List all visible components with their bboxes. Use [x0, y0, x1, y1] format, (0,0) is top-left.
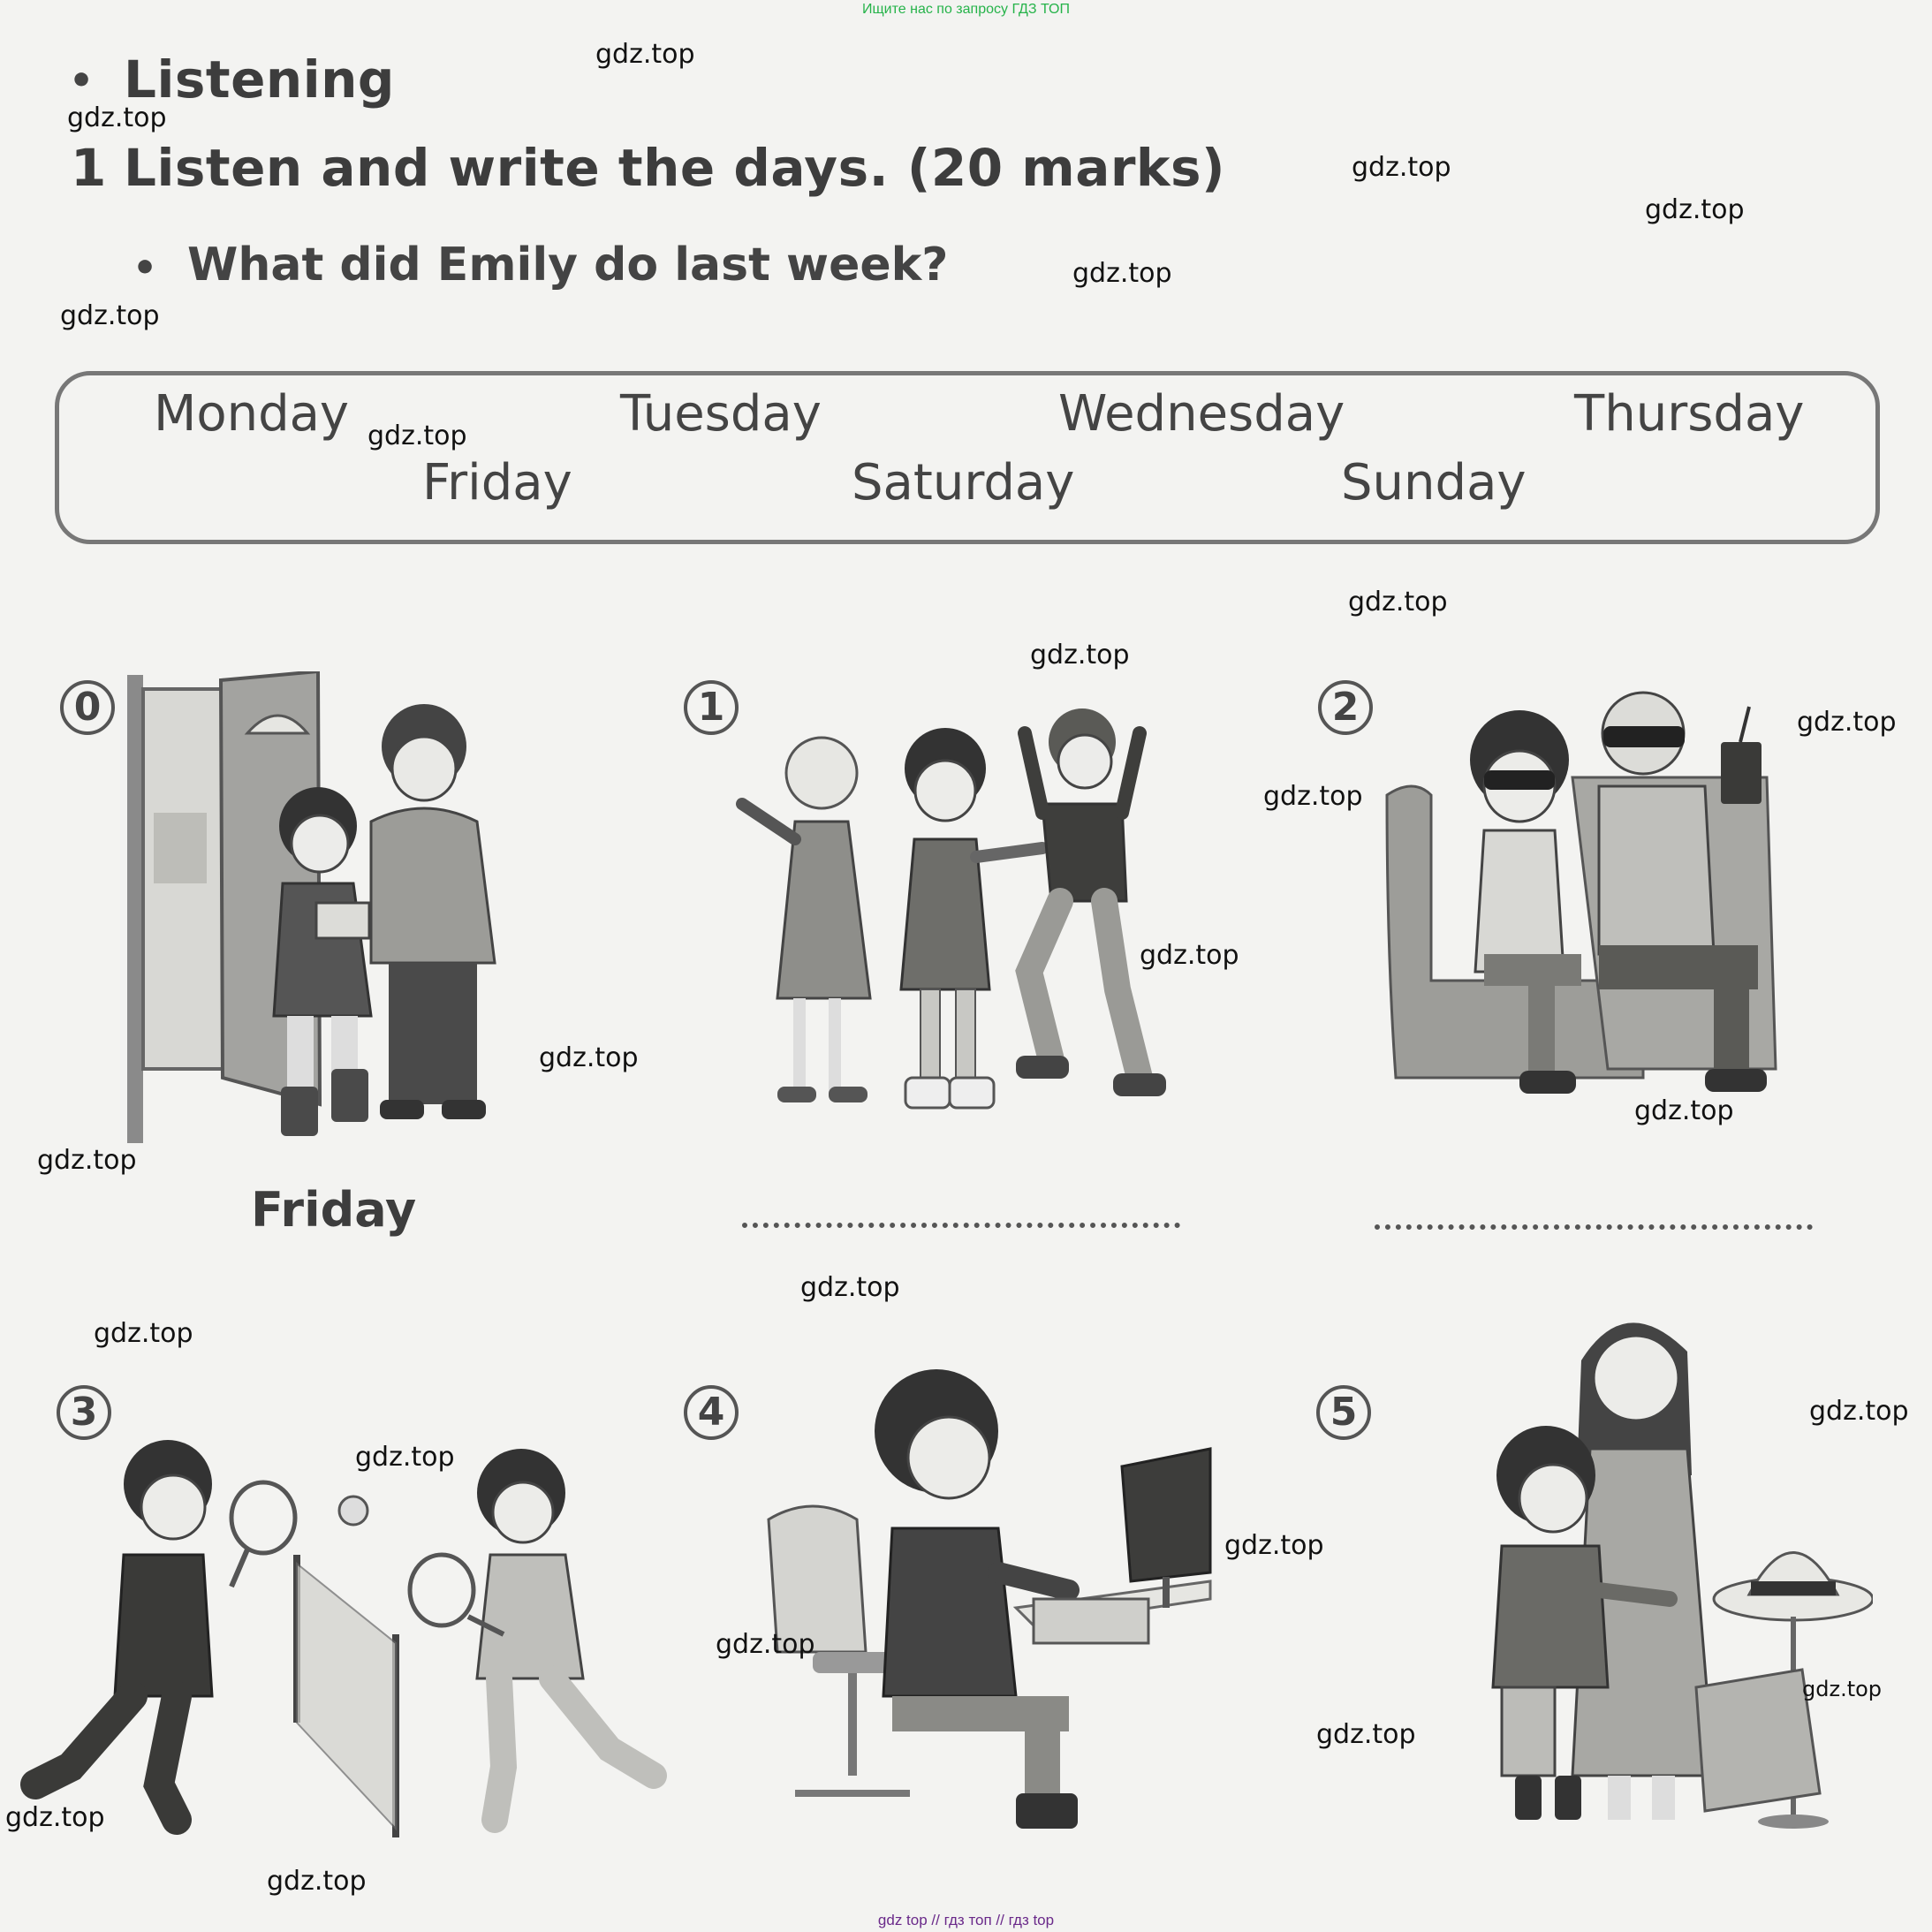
item-number-2: 2 — [1318, 680, 1373, 735]
illustration-dancing — [724, 707, 1184, 1122]
item-number-5: 5 — [1316, 1385, 1371, 1440]
item-number-0: 0 — [60, 680, 115, 735]
answer-line-1[interactable] — [742, 1223, 1180, 1228]
illustration-cinema — [1378, 689, 1793, 1113]
illustration-computer — [760, 1360, 1219, 1837]
day-friday: Friday — [422, 454, 572, 511]
day-tuesday: Tuesday — [620, 385, 822, 443]
watermark: gdz.top — [94, 1318, 193, 1349]
answer-0: Friday — [251, 1182, 417, 1238]
question-bullet: • — [133, 246, 158, 291]
section-title: Listening — [124, 49, 395, 110]
watermark: gdz.top — [1352, 152, 1451, 183]
section-bullet: • — [69, 58, 95, 103]
watermark: gdz.top — [355, 1442, 455, 1473]
item-number-1: 1 — [684, 680, 739, 735]
illustration-shopping — [1466, 1299, 1873, 1846]
watermark: gdz.top — [539, 1042, 639, 1073]
watermark: gdz.top — [1802, 1677, 1883, 1701]
item-number-3: 3 — [57, 1385, 111, 1440]
watermark: gdz.top — [1348, 587, 1448, 617]
watermark: gdz.top — [1140, 940, 1239, 971]
top-banner: Ищите нас по запросу ГДЗ ТОП — [862, 2, 1070, 17]
exercise-instruction: Listen and write the days. (20 marks) — [124, 138, 1226, 198]
watermark: gdz.top — [1316, 1719, 1416, 1750]
watermark: gdz.top — [1263, 781, 1363, 812]
day-saturday: Saturday — [852, 454, 1075, 511]
day-monday: Monday — [154, 385, 350, 443]
watermark: gdz.top — [5, 1802, 105, 1833]
watermark: gdz.top — [37, 1145, 137, 1176]
watermark: gdz.top — [1634, 1095, 1734, 1126]
bottom-banner: gdz top // гдз топ // гдз top — [877, 1912, 1055, 1928]
question-text: What did Emily do last week? — [187, 239, 949, 292]
watermark: gdz.top — [267, 1866, 367, 1897]
day-thursday: Thursday — [1574, 385, 1805, 443]
watermark: gdz.top — [1224, 1530, 1324, 1561]
day-wednesday: Wednesday — [1058, 385, 1345, 443]
watermark: gdz.top — [67, 102, 167, 133]
answer-line-2[interactable] — [1375, 1224, 1813, 1230]
watermark: gdz.top — [800, 1272, 900, 1303]
watermark: gdz.top — [716, 1629, 815, 1660]
item-number-4: 4 — [684, 1385, 739, 1440]
watermark: gdz.top — [1645, 194, 1745, 225]
watermark: gdz.top — [60, 300, 160, 331]
watermark: gdz.top — [1030, 640, 1130, 671]
watermark: gdz.top — [1072, 258, 1172, 289]
illustration-badminton — [0, 1431, 689, 1846]
watermark: gdz.top — [1809, 1396, 1909, 1427]
day-sunday: Sunday — [1341, 454, 1527, 511]
watermark: gdz.top — [595, 39, 695, 70]
exercise-number: 1 — [71, 138, 107, 198]
watermark: gdz.top — [1797, 707, 1897, 738]
illustration-visit-door — [115, 671, 530, 1148]
watermark: gdz.top — [367, 420, 467, 451]
